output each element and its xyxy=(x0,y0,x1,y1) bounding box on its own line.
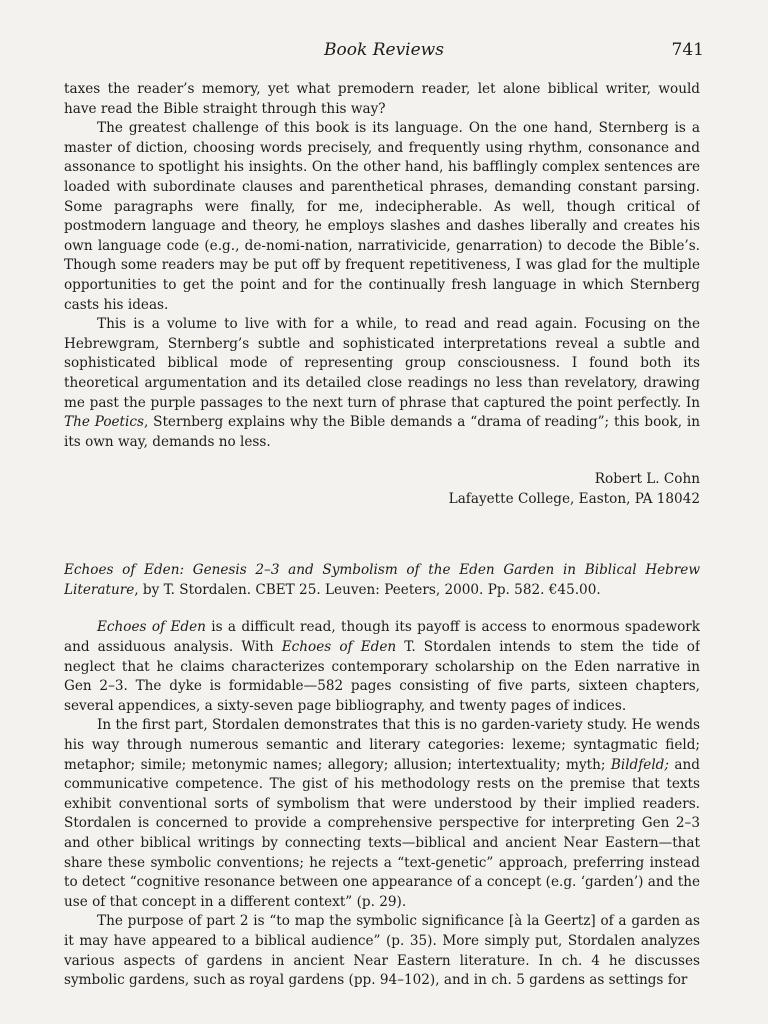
second-review-paragraph-2 xyxy=(64,716,700,912)
bildfeld-term: Bildfeld; xyxy=(610,756,669,773)
reviewer-name: Robert L. Cohn xyxy=(594,471,700,488)
paragraph-text: is a difficult read, though its payoff is access to enormous spadework and assiduous analysis. With xyxy=(64,619,700,656)
review-paragraph-2: The greatest challenge of this book is its language. On the one hand, Sternberg is a master of diction, choosing words precisely, and frequently using rhythm, consonance and assonance to spotlight his insights. On the other hand, his bafflingly complex sentences are loaded with subordinate clauses and parenthetical phrases, demanding constant parsing. Some paragraphs were finally, for me, indecipherable. As well, though critical of postmodern language and theory, he employs slashes and dashes liberally and creates his own language code (e.g., de-nomi-nation, narrativicide, genarration) to decode the Bible’s. Though some readers may be put off by frequent repetitiveness, I was glad for the multiple opportunities to get the point and for the continually fresh language in which Sternberg casts his ideas. xyxy=(64,120,700,313)
review-content xyxy=(64,80,700,1000)
first-review xyxy=(64,80,700,509)
review-paragraph-3 xyxy=(64,315,700,452)
second-review-paragraph-1 xyxy=(64,618,700,716)
paragraph-text: and communicative competence. The gist of his methodology rests on the premise that texts exhibit conventional sorts of symbolism that were understood by their implied readers. Stordalen is concerned to provide a comprehensive perspective for interpreting Gen 2–3 and other biblical writings by connecting texts—biblical and ancient Near Eastern—that share these symbolic conventions; he rejects a “text-genetic” approach, preferring instead to detect “cognitive resonance between one appearance of a concept (e.g. ‘garden’) and the use of that concept in a different context” (p. 29). xyxy=(64,756,700,910)
reviewer-signature xyxy=(64,469,700,509)
book-short-title: Echoes of Eden xyxy=(281,639,397,656)
book-short-title: Echoes of Eden xyxy=(97,619,206,636)
citation-text xyxy=(64,561,700,600)
running-title: Book Reviews xyxy=(324,40,444,60)
paragraph-3-text-before-title: This is a volume to live with for a while, to read and read again. Focusing on the Hebrewgram, Sternberg’s subtle and sophisticated interpretations reveal a subtle and sophisticated biblical mode of representing group consciousness. I found both its theoretical argumentation and its detailed close readings no less than revelatory, drawing me past the purple passages to the next turn of phrase that captured the point perfectly. In xyxy=(64,316,700,411)
review-paragraph-1: taxes the reader’s memory, yet what premodern reader, let alone biblical writer, would have read the Bible straight through this way? xyxy=(64,81,700,117)
citation-details: , by T. Stordalen. CBET 25. Leuven: Peeters, 2000. Pp. 582. €45.00. xyxy=(134,581,601,598)
paragraph-3-text-after-title: , Sternberg explains why the Bible demands a “drama of reading”; this book, in its own way, demands no less. xyxy=(64,414,700,450)
second-review xyxy=(64,561,700,990)
page-header xyxy=(0,38,768,64)
paragraph-text: T. Stordalen intends to stem the tide of neglect that he claims characterizes contemporary scholarship on the Eden narrative in Gen 2–3. The dyke is formidable—582 pages consisting of five parts, sixteen chapters, several appendices, a sixty-seven page bibliography, and twenty pages of indices. xyxy=(64,639,700,714)
page-number: 741 xyxy=(671,40,704,60)
citation-book-title: Echoes of Eden: Genesis 2–3 and Symbolism of the Eden Garden in Biblical Hebrew Literature xyxy=(64,562,700,598)
second-review-paragraph-3: The purpose of part 2 is “to map the symbolic significance [à la Geertz] of a garden as it may have appeared to a biblical audience” (p. 35). More simply put, Stordalen analyzes various aspects of gardens in ancient Near Eastern literature. In ch. 4 he discusses symbolic gardens, such as royal gardens (pp. 94–102), and in ch. 5 gardens as settings for xyxy=(64,913,700,989)
poetics-title: The Poetics xyxy=(64,414,144,431)
reviewer-affiliation: Lafayette College, Easton, PA 18042 xyxy=(448,491,700,508)
book-citation xyxy=(64,561,700,600)
paragraph-text: In the first part, Stordalen demonstrates that this is no garden-variety study. He wends his way through numerous semantic and literary categories: lexeme; syntagmatic field; metaphor; simile; metonymic names; allegory; allusion; intertextuality; myth; xyxy=(64,717,700,773)
